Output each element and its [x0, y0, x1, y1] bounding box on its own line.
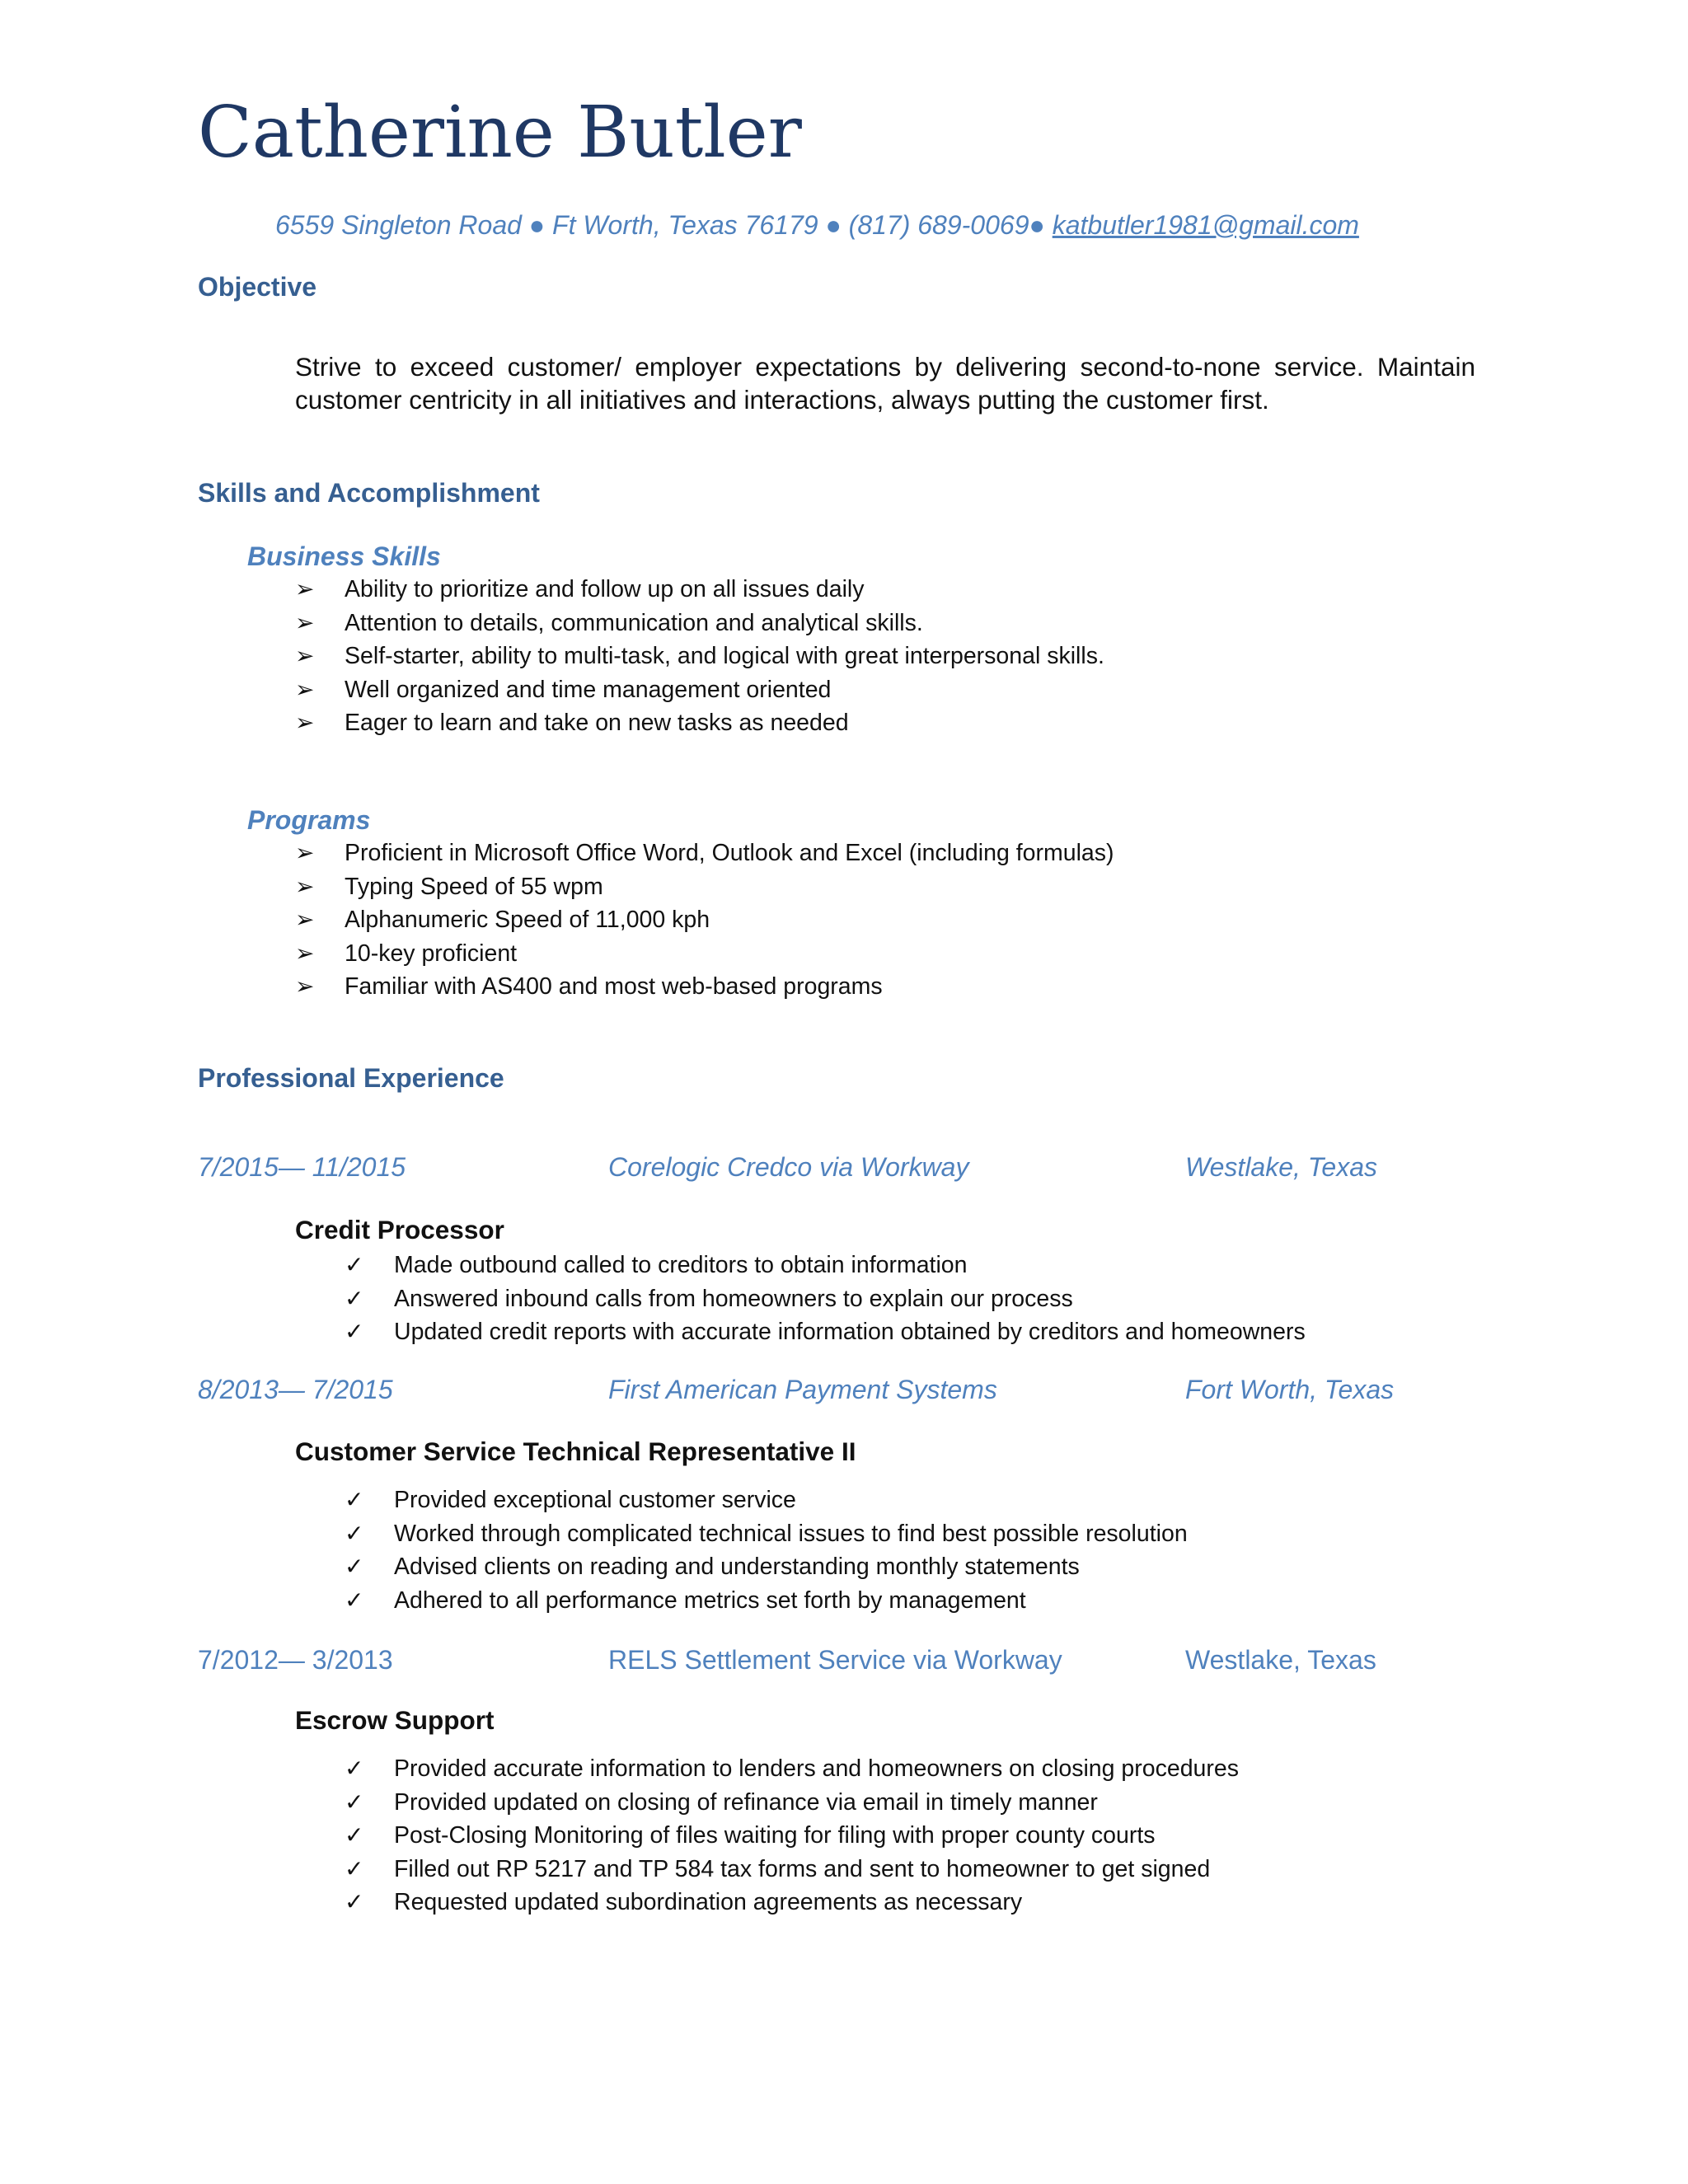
checkmark-icon: ✓ [345, 1554, 364, 1579]
arrow-bullet-icon: ➢ [295, 643, 315, 668]
list-item: ➢ Ability to prioritize and follow up on all issues daily [345, 573, 1104, 607]
contact-address-phone: 6559 Singleton Road ● Ft Worth, Texas 76179 ● (817) 689-0069● [275, 210, 1053, 240]
checkmark-icon: ✓ [345, 1788, 364, 1815]
arrow-bullet-icon: ➢ [295, 710, 315, 735]
list-item: ✓ Filled out RP 5217 and TP 584 tax forms and sent to homeowner to get signed [394, 1853, 1239, 1886]
list-item: ➢ Alphanumeric Speed of 11,000 kph [345, 903, 1114, 937]
job-header-row [198, 1645, 1484, 1678]
job-location: Westlake, Texas [1185, 1645, 1376, 1675]
arrow-bullet-icon: ➢ [295, 840, 315, 865]
checkmark-icon: ✓ [345, 1487, 364, 1512]
arrow-bullet-icon: ➢ [295, 973, 315, 999]
job-header-row [198, 1152, 1484, 1185]
business-skills-heading: Business Skills [247, 541, 441, 571]
checkmark-icon: ✓ [345, 1755, 364, 1781]
arrow-bullet-icon: ➢ [295, 576, 315, 602]
job-title: Customer Service Technical Representative II [295, 1436, 856, 1466]
checkmark-icon: ✓ [345, 1252, 364, 1277]
job-company: RELS Settlement Service via Workway [608, 1645, 1062, 1675]
checkmark-icon: ✓ [345, 1285, 364, 1311]
list-item: ➢ Familiar with AS400 and most web-based programs [345, 970, 1114, 1004]
checkmark-icon: ✓ [345, 1520, 364, 1546]
arrow-bullet-icon: ➢ [295, 609, 315, 635]
job-company: First American Payment Systems [608, 1375, 997, 1404]
arrow-bullet-icon: ➢ [295, 940, 315, 966]
list-item: ✓ Answered inbound calls from homeowners to explain our process [394, 1282, 1306, 1316]
programs-heading: Programs [247, 805, 371, 835]
contact-line [275, 210, 1359, 241]
arrow-bullet-icon: ➢ [295, 907, 315, 932]
list-item: ✓ Made outbound called to creditors to obtain information [394, 1249, 1306, 1282]
job-dates: 7/2015— 11/2015 [198, 1152, 406, 1182]
checkmark-icon: ✓ [345, 1889, 364, 1915]
list-item: ✓ Requested updated subordination agreements as necessary [394, 1886, 1239, 1919]
programs-list [295, 837, 1114, 1004]
job-duties-list [345, 1752, 1239, 1919]
list-item: ✓ Post-Closing Monitoring of files waiting for filing with proper county courts [394, 1819, 1239, 1853]
job-location: Fort Worth, Texas [1185, 1375, 1395, 1404]
objective-heading: Objective [198, 272, 317, 302]
checkmark-icon: ✓ [345, 1319, 364, 1344]
list-item: ✓ Worked through complicated technical issues to find best possible resolution [394, 1517, 1188, 1551]
experience-heading: Professional Experience [198, 1063, 504, 1093]
job-dates: 7/2012— 3/2013 [198, 1645, 393, 1675]
list-item: ➢ Well organized and time management oriented [345, 673, 1104, 707]
job-title: Credit Processor [295, 1215, 504, 1244]
list-item: ➢ Eager to learn and take on new tasks as needed [345, 706, 1104, 740]
job-header-row [198, 1375, 1484, 1408]
job-duties-list [345, 1483, 1188, 1617]
list-item: ➢ Self-starter, ability to multi-task, and logical with great interpersonal skills. [345, 640, 1104, 673]
job-company: Corelogic Credco via Workway [608, 1152, 969, 1182]
list-item: ✓ Advised clients on reading and understanding monthly statements [394, 1550, 1188, 1584]
job-dates: 8/2013— 7/2015 [198, 1375, 393, 1404]
list-item: ➢ 10-key proficient [345, 937, 1114, 971]
business-skills-list [295, 573, 1104, 740]
objective-text: Strive to exceed customer/ employer expectations by delivering second-to-none service. Maintain customer centricity in all initiatives and interactions, always putting the customer first. [295, 352, 1475, 415]
checkmark-icon: ✓ [345, 1822, 364, 1848]
list-item: ➢ Attention to details, communication and analytical skills. [345, 607, 1104, 640]
email-link[interactable]: katbutler1981@gmail.com [1052, 210, 1359, 240]
job-duties-list [345, 1249, 1306, 1349]
arrow-bullet-icon: ➢ [295, 873, 315, 899]
job-location: Westlake, Texas [1185, 1152, 1377, 1182]
arrow-bullet-icon: ➢ [295, 676, 315, 702]
skills-heading: Skills and Accomplishment [198, 478, 540, 508]
checkmark-icon: ✓ [345, 1586, 364, 1613]
list-item: ✓ Provided exceptional customer service [394, 1483, 1188, 1517]
list-item: ✓ Adhered to all performance metrics set forth by management [394, 1584, 1188, 1618]
candidate-name: Catherine Butler [198, 91, 802, 174]
checkmark-icon: ✓ [345, 1855, 364, 1882]
job-title: Escrow Support [295, 1705, 495, 1735]
list-item: ➢ Typing Speed of 55 wpm [345, 870, 1114, 904]
list-item: ➢ Proficient in Microsoft Office Word, Outlook and Excel (including formulas) [345, 837, 1114, 870]
list-item: ✓ Updated credit reports with accurate information obtained by creditors and homeowners [394, 1315, 1306, 1349]
list-item: ✓ Provided accurate information to lenders and homeowners on closing procedures [394, 1752, 1239, 1786]
list-item: ✓ Provided updated on closing of refinance via email in timely manner [394, 1786, 1239, 1820]
